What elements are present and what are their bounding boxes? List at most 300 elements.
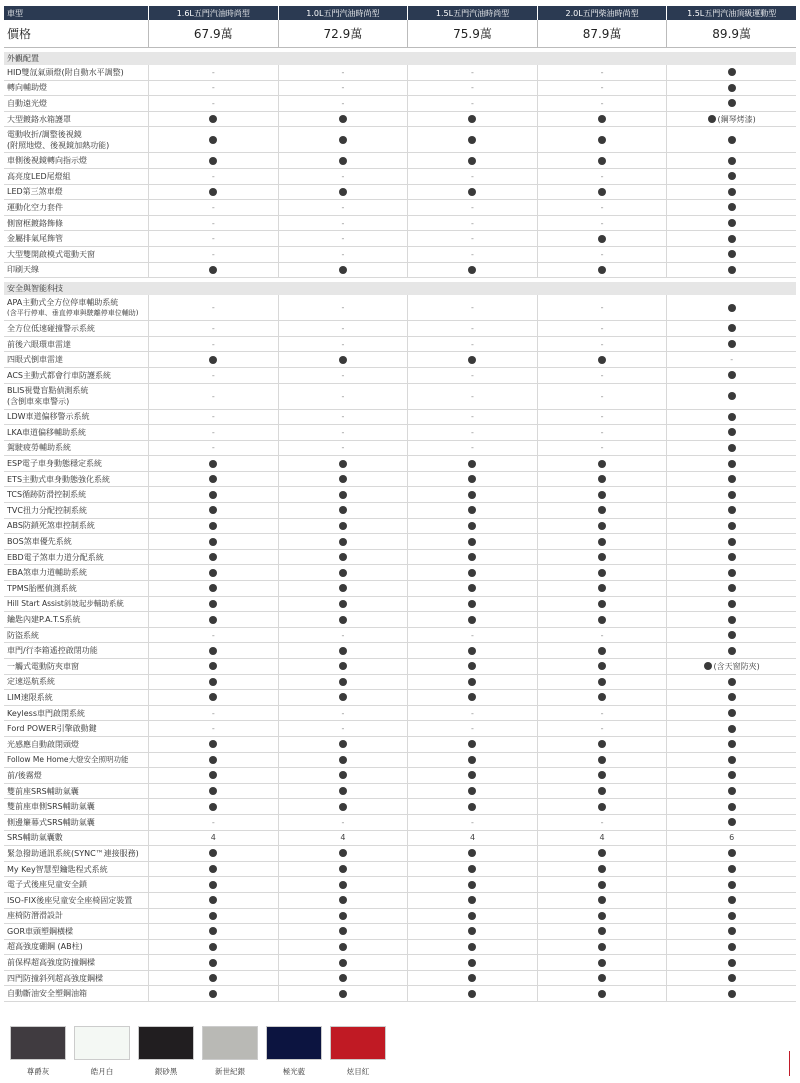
feature-value [666,153,796,168]
feature-name: 印刷天線 [7,265,39,275]
color-swatch [10,1026,66,1077]
feature-note: (鋼琴烤漆) [717,114,756,124]
included-dot-icon [468,553,476,561]
feature-value [666,456,796,471]
not-included-dash: - [471,218,474,228]
table-row [4,81,796,97]
included-dot-icon [728,693,736,701]
feature-value [407,81,537,96]
feature-value [278,628,408,643]
feature-name: TVC扭力分配控制系統 [7,505,87,515]
included-dot-icon [598,974,606,982]
included-dot-icon [209,157,217,165]
feature-value [407,425,537,440]
feature-label [4,112,148,127]
not-included-dash: - [471,249,474,259]
feature-value [537,337,667,352]
included-dot-icon [339,927,347,935]
feature-name: 自動斷油安全塑鋼油箱 [7,989,87,999]
feature-value [278,410,408,425]
included-dot-icon [209,647,217,655]
feature-value [537,231,667,246]
feature-name: LED第三煞車燈 [7,187,63,197]
feature-value [278,247,408,262]
feature-value [148,784,278,799]
feature-value [148,96,278,111]
included-dot-icon [339,693,347,701]
not-included-dash: - [471,98,474,108]
included-dot-icon [728,219,736,227]
feature-value [278,753,408,768]
feature-value [666,519,796,534]
included-dot-icon [468,600,476,608]
included-dot-icon [728,99,736,107]
not-included-dash: - [471,370,474,380]
included-dot-icon [339,959,347,967]
feature-value [148,487,278,502]
feature-value [148,940,278,955]
included-dot-icon [209,553,217,561]
included-dot-icon [598,188,606,196]
included-dot-icon [209,927,217,935]
feature-value [407,581,537,596]
feature-label [4,231,148,246]
feature-value [666,815,796,830]
feature-value [537,112,667,127]
feature-value [278,534,408,549]
table-row [4,96,796,112]
included-dot-icon [598,584,606,592]
included-dot-icon [339,356,347,364]
feature-value [148,81,278,96]
table-row [4,753,796,769]
included-dot-icon [468,569,476,577]
feature-label [4,893,148,908]
feature-name: 電子式後座兒童安全鎖 [7,880,87,890]
feature-name: LDW車道偏移警示系統 [7,412,90,422]
feature-value [407,597,537,612]
feature-name: 光感應自動啟閉頭燈 [7,739,79,749]
feature-value [278,65,408,80]
not-included-dash: - [211,724,215,734]
section-heading: 外觀配置 [4,52,796,65]
included-dot-icon [728,444,736,452]
included-dot-icon [468,740,476,748]
feature-value [666,425,796,440]
not-included-dash: - [211,303,215,313]
feature-label [4,831,148,846]
feature-value [666,706,796,721]
feature-label [4,295,148,320]
feature-value [407,768,537,783]
feature-value [148,971,278,986]
feature-value [407,368,537,383]
feature-name: HID雙氙氣頭燈(附自動水平調整) [7,67,124,77]
swatch-color [138,1026,194,1060]
feature-value [407,127,537,152]
color-swatch [138,1026,194,1077]
feature-name: 前/後霧燈 [7,770,42,780]
feature-value [278,112,408,127]
included-dot-icon [339,553,347,561]
not-included-dash: - [211,323,215,333]
feature-value [407,909,537,924]
feature-value [407,472,537,487]
included-dot-icon [468,849,476,857]
feature-label [4,815,148,830]
included-dot-icon [209,943,217,951]
feature-value [666,737,796,752]
feature-name: 運動化空力套件 [7,202,63,212]
included-dot-icon [209,959,217,967]
included-dot-icon [598,803,606,811]
table-row [4,153,796,169]
feature-label [4,321,148,336]
feature-value [148,295,278,320]
feature-value [537,706,667,721]
not-included-dash: - [341,443,345,453]
not-included-dash: - [341,630,345,640]
included-dot-icon [468,266,476,274]
included-dot-icon [598,553,606,561]
not-included-dash: - [600,98,604,108]
feature-value [666,628,796,643]
feature-value [148,169,278,184]
included-dot-icon [468,356,476,364]
spec-sections [4,52,796,1002]
table-row [4,690,796,706]
table-row [4,169,796,185]
feature-value [407,65,537,80]
not-included-dash: - [211,370,215,380]
feature-label [4,127,148,152]
included-dot-icon [728,172,736,180]
feature-value [407,295,537,320]
included-dot-icon [339,522,347,530]
feature-value [278,153,408,168]
feature-value [537,877,667,892]
not-included-dash: - [211,391,215,401]
color-swatch [202,1026,258,1077]
included-dot-icon [728,803,736,811]
feature-name: APA主動式全方位停車輔助系統 [7,297,119,307]
included-dot-icon [339,865,347,873]
feature-value [278,295,408,320]
not-included-dash: - [600,630,604,640]
feature-value [407,112,537,127]
not-included-dash: - [471,323,474,333]
not-included-dash: - [211,412,215,422]
feature-value [407,675,537,690]
feature-label [4,955,148,970]
included-dot-icon [728,491,736,499]
not-included-dash: - [600,323,604,333]
feature-value [537,368,667,383]
model-column-header: 1.0L五門汽油時尚型 [278,6,408,20]
included-dot-icon [728,943,736,951]
feature-label [4,410,148,425]
feature-value [278,456,408,471]
feature-value [278,846,408,861]
feature-name: 四門防撞斜列超高強度鋼樑 [7,973,103,983]
feature-label [4,384,148,409]
table-row [4,295,796,321]
feature-value [148,321,278,336]
not-included-dash: - [600,708,604,718]
feature-value [407,550,537,565]
included-dot-icon [209,849,217,857]
included-dot-icon [339,943,347,951]
table-row [4,185,796,201]
feature-value [148,690,278,705]
included-dot-icon [468,584,476,592]
feature-label [4,519,148,534]
table-row [4,487,796,503]
feature-value [537,909,667,924]
feature-value [148,659,278,674]
not-included-dash: - [600,370,604,380]
included-dot-icon [209,881,217,889]
not-included-dash: - [600,427,604,437]
table-row [4,737,796,753]
included-dot-icon [598,849,606,857]
feature-value [537,519,667,534]
included-dot-icon [468,803,476,811]
feature-value [666,862,796,877]
feature-value [537,216,667,231]
table-row [4,534,796,550]
feature-name: 轉向輔助燈 [7,83,47,93]
included-dot-icon [598,569,606,577]
feature-value [148,643,278,658]
swatch-color [202,1026,258,1060]
feature-label [4,675,148,690]
feature-label [4,81,148,96]
feature-name: ETS主動式車身動態強化系統 [7,474,111,484]
feature-subtext: (含倒車來車警示) [7,397,70,406]
feature-label [4,784,148,799]
not-included-dash: - [341,67,345,77]
feature-value [278,690,408,705]
included-dot-icon [728,136,736,144]
included-dot-icon [598,896,606,904]
feature-name: 側邊簾幕式SRS輔助氣囊 [7,817,95,827]
feature-value [537,534,667,549]
feature-value [537,675,667,690]
feature-value [407,628,537,643]
included-dot-icon [209,912,217,920]
included-dot-icon [339,475,347,483]
feature-value [407,753,537,768]
included-dot-icon [598,771,606,779]
feature-value [407,721,537,736]
feature-value [148,909,278,924]
feature-label [4,659,148,674]
feature-value [666,940,796,955]
feature-value [278,799,408,814]
feature-value [278,721,408,736]
feature-value [407,940,537,955]
feature-value [278,643,408,658]
feature-name: 防盜系統 [7,630,39,640]
feature-value [407,263,537,278]
feature-value [666,410,796,425]
included-dot-icon [598,136,606,144]
included-dot-icon [704,662,712,670]
included-dot-icon [598,693,606,701]
feature-value [407,384,537,409]
feature-value [407,955,537,970]
feature-label [4,768,148,783]
feature-value [148,862,278,877]
included-dot-icon [209,803,217,811]
not-included-dash: - [471,443,474,453]
included-dot-icon [728,304,736,312]
included-dot-icon [209,475,217,483]
feature-value [666,169,796,184]
feature-label [4,368,148,383]
feature-value [666,753,796,768]
feature-value [666,503,796,518]
feature-label [4,65,148,80]
feature-value [278,675,408,690]
feature-value [278,185,408,200]
feature-name: TPMS胎壓偵測系統 [7,583,77,593]
feature-value [278,986,408,1001]
not-included-dash: - [211,427,215,437]
not-included-dash: - [600,443,604,453]
feature-value [537,721,667,736]
feature-name: 電動收折/調整後視鏡 [7,129,82,139]
feature-value [537,352,667,367]
table-row [4,216,796,232]
feature-value [148,721,278,736]
feature-value [537,263,667,278]
included-dot-icon [728,600,736,608]
feature-label [4,200,148,215]
section-heading: 安全與智能科技 [4,282,796,295]
feature-value [666,768,796,783]
feature-value [278,96,408,111]
not-included-dash: - [600,202,604,212]
not-included-dash: - [471,817,474,827]
not-included-dash: - [341,427,345,437]
feature-value [537,815,667,830]
feature-name: My Key智慧型鑰匙程式系統 [7,864,108,874]
feature-value [666,831,796,846]
feature-label [4,565,148,580]
table-row [4,628,796,644]
feature-value [407,337,537,352]
feature-name: 前保桿超高強度防撞鋼樑 [7,958,95,968]
price-value: 87.9萬 [537,20,667,47]
included-dot-icon [728,324,736,332]
feature-value [148,127,278,152]
included-dot-icon [209,538,217,546]
included-dot-icon [728,553,736,561]
included-dot-icon [598,491,606,499]
table-row [4,581,796,597]
not-included-dash: - [471,339,474,349]
not-included-dash: - [341,171,345,181]
included-dot-icon [209,188,217,196]
value-text: 4 [210,833,216,843]
feature-name: 全方位低速碰撞警示系統 [7,323,95,333]
included-dot-icon [708,115,716,123]
included-dot-icon [209,896,217,904]
included-dot-icon [468,756,476,764]
table-row [4,352,796,368]
feature-value [148,955,278,970]
feature-name: ISO-FIX後座兒童安全座椅固定裝置 [7,895,133,905]
included-dot-icon [339,740,347,748]
feature-value [537,550,667,565]
feature-value [537,597,667,612]
table-row [4,612,796,628]
feature-value [537,185,667,200]
feature-value [407,352,537,367]
feature-value [278,519,408,534]
not-included-dash: - [341,249,345,259]
feature-value [148,384,278,409]
feature-value [148,185,278,200]
feature-value [537,65,667,80]
feature-value [666,659,796,674]
included-dot-icon [728,725,736,733]
feature-value [407,519,537,534]
feature-value [537,862,667,877]
feature-value [407,846,537,861]
feature-label [4,96,148,111]
feature-value [148,472,278,487]
included-dot-icon [468,678,476,686]
table-row [4,425,796,441]
swatch-color [74,1026,130,1060]
feature-value [666,893,796,908]
included-dot-icon [598,538,606,546]
feature-value [148,534,278,549]
included-dot-icon [339,756,347,764]
feature-value [407,216,537,231]
feature-label [4,877,148,892]
not-included-dash: - [341,234,345,244]
feature-value [537,425,667,440]
table-row [4,337,796,353]
feature-value [666,321,796,336]
not-included-dash: - [600,817,604,827]
included-dot-icon [209,787,217,795]
value-text: 4 [469,833,476,843]
feature-name: 雙前座車側SRS輔助氣囊 [7,802,95,812]
feature-value [148,581,278,596]
included-dot-icon [468,522,476,530]
included-dot-icon [468,912,476,920]
feature-value [148,675,278,690]
feature-label [4,169,148,184]
feature-value [148,352,278,367]
feature-value [666,721,796,736]
feature-value [666,909,796,924]
feature-value [407,231,537,246]
feature-value [537,924,667,939]
price-value: 67.9萬 [148,20,278,47]
color-swatch [74,1026,130,1077]
feature-value [666,612,796,627]
feature-label [4,597,148,612]
table-row [4,893,796,909]
feature-value [407,169,537,184]
table-row [4,321,796,337]
